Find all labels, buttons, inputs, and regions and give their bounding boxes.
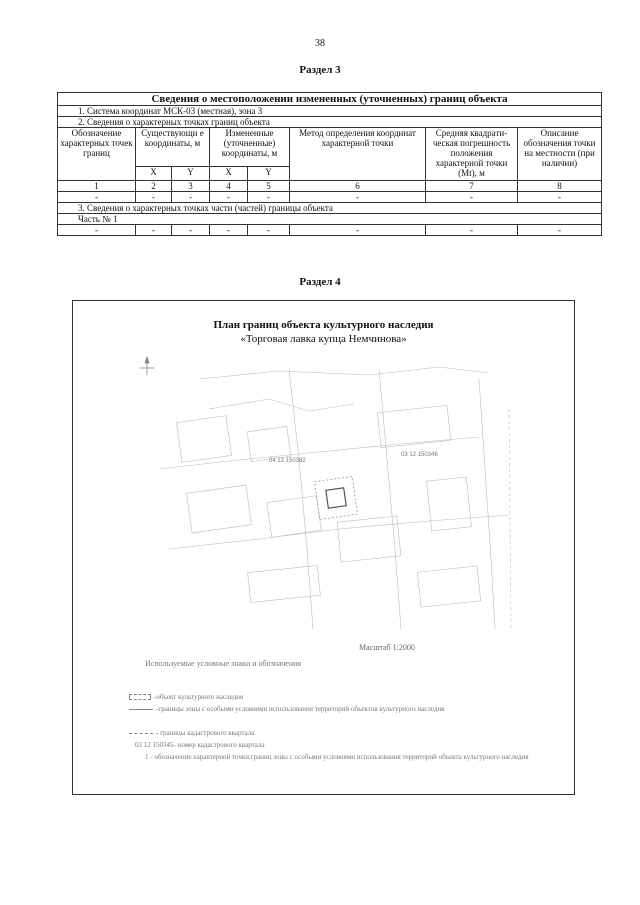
quarter-label-right: 03 12 150346: [401, 452, 438, 458]
dash-cell: -: [426, 192, 518, 203]
zone-line-icon: [129, 709, 153, 710]
dash-cell: -: [136, 192, 172, 203]
map-scale: Масштаб 1:2000: [359, 643, 415, 652]
section-4-title: Раздел 4: [299, 276, 341, 288]
header-y: Y: [172, 167, 210, 181]
dash-cell: -: [210, 225, 248, 236]
legend-item-quarter: - границы кадастрового квартала: [129, 729, 254, 738]
col-number: 3: [172, 181, 210, 192]
col-number: 2: [136, 181, 172, 192]
north-arrow-icon: [140, 357, 154, 375]
points-section-row: 2. Сведения о характерных точках границ объекта: [58, 117, 602, 128]
col-number: 1: [58, 181, 136, 192]
header-existing-coords: Существующи е координаты, м: [136, 128, 210, 167]
dash-cell: -: [290, 225, 426, 236]
object-swatch-icon: [129, 694, 151, 700]
col-number: 5: [248, 181, 290, 192]
dash-cell: -: [172, 225, 210, 236]
dash-cell: -: [136, 225, 172, 236]
protection-zone-boundary: [315, 477, 358, 520]
header-x: X: [136, 167, 172, 181]
legend-item-quarter-number: 03 12 150345- номер кадастрового квартала: [135, 741, 265, 749]
part-points-row: 3. Сведения о характерных точках части (частей) границы объекта: [58, 203, 602, 214]
header-point-designation: Обозначение характерных точек границ: [58, 128, 136, 181]
part-number-row: Часть № 1: [58, 214, 602, 225]
legend-title: Используемые условные знаки и обозначения: [145, 659, 302, 668]
col-number: 8: [518, 181, 602, 192]
dash-cell: -: [248, 192, 290, 203]
dash-cell: -: [518, 192, 602, 203]
header-y: Y: [248, 167, 290, 181]
col-number: 4: [210, 181, 248, 192]
plan-frame: [72, 300, 575, 795]
header-changed-coords: Измененные (уточненные) координаты, м: [210, 128, 290, 167]
plan-subtitle: «Торговая лавка купца Немчинова»: [240, 333, 407, 345]
table-title: Сведения о местоположении измененных (уточненных) границ объекта: [58, 93, 602, 106]
legend-item-point: 1 - обозначение характерной точки границ зоны с особыми условиями использования территорий объекта культурного наследия: [145, 753, 529, 761]
map-blocks: [159, 367, 511, 629]
header-error: Средняя квадрати-ческая погрешность положения характерной точки (Mt), м: [426, 128, 518, 181]
col-number: 6: [290, 181, 426, 192]
dash-cell: -: [172, 192, 210, 203]
coordinate-system-row: 1. Система координат МСК-03 (местная), зона 3: [58, 106, 602, 117]
col-number: 7: [426, 181, 518, 192]
quarter-line-icon: [129, 733, 153, 734]
dash-cell: -: [518, 225, 602, 236]
dash-cell: -: [248, 225, 290, 236]
legend-item-object: -объект культурного наследия: [129, 693, 243, 702]
quarter-label-left: 04 12 150382: [269, 458, 306, 464]
header-x: X: [210, 167, 248, 181]
dash-cell: -: [58, 225, 136, 236]
dash-cell: -: [210, 192, 248, 203]
dash-cell: -: [426, 225, 518, 236]
heritage-object-boundary: [326, 488, 346, 508]
dash-cell: -: [58, 192, 136, 203]
plan-title: План границ объекта культурного наследия: [213, 319, 434, 331]
dash-cell: -: [290, 192, 426, 203]
boundary-table: [57, 92, 602, 236]
header-description: Описание обозначения точки на местности (при наличии): [518, 128, 602, 181]
section-3-title: Раздел 3: [299, 64, 341, 76]
header-method: Метод определения координат характерной точки: [290, 128, 426, 181]
cadastral-map: [139, 349, 527, 639]
page-number: 38: [315, 38, 325, 49]
legend-item-zone: -границы зоны с особыми условиями использования территорий объектов культурного наследия: [129, 705, 529, 714]
